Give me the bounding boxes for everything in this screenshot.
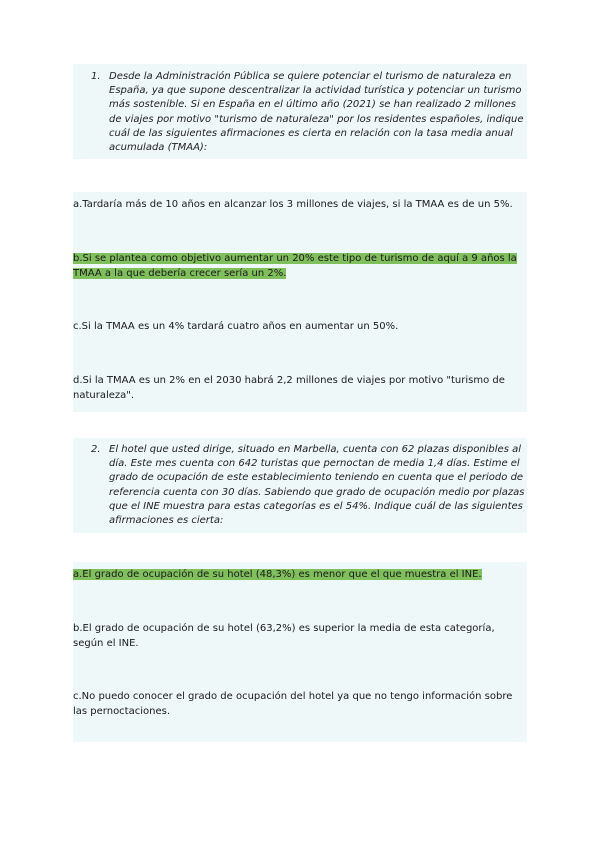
q1-option-b[interactable] <box>73 252 527 281</box>
q2-option-c[interactable] <box>73 690 527 719</box>
q1-option-d[interactable] <box>73 374 527 403</box>
question-2 <box>73 443 527 533</box>
q2-option-a-text: a.El grado de ocupación de su hotel (48,3%) es menor que el que muestra el INE. <box>73 569 482 580</box>
question-1 <box>73 70 527 160</box>
question-1-number: 1. <box>91 71 101 82</box>
q2-option-b[interactable] <box>73 622 527 651</box>
q1-option-a-text: a.Tardaría más de 10 años en alcanzar los 3 millones de viajes, si la TMAA es de un 5%. <box>73 199 513 210</box>
question-2-text: El hotel que usted dirige, situado en Marbella, cuenta con 62 plazas disponibles al día. Este mes cuenta con 642 turistas que pernoctan de media 1,4 días. Estime el grado de ocupación de este establecimiento teniendo en cuenta que el periodo de referencia cuenta con 30 días. Sabiendo que grado de ocupación medio por plazas que el INE muestra para estas categorías es el 54%. Indique cuál de las siguientes afirmaciones es cierta: <box>109 444 525 527</box>
q2-option-b-text: b.El grado de ocupación de su hotel (63,2%) es superior la media de esta categoría, según el INE. <box>73 623 495 649</box>
q1-option-a[interactable] <box>73 198 527 213</box>
question-2-number: 2. <box>91 444 101 455</box>
q1-option-b-text: b.Si se plantea como objetivo aumentar un 20% este tipo de turismo de aquí a 9 años la TMAA a la que debería crecer sería un 2%. <box>73 253 517 279</box>
question-1-text: Desde la Administración Pública se quiere potenciar el turismo de naturaleza en España, ya que supone descentralizar la actividad turística y potenciar un turismo más sostenible. Si en España en el último año (2021) se han realizado 2 millones de viajes por motivo "turismo de naturaleza" por los residentes españoles, indique cuál de las siguientes afirmaciones es cierta en relación con la tasa media anual acumulada (TMAA): <box>109 71 524 154</box>
q1-option-c[interactable] <box>73 320 527 335</box>
q2-option-a[interactable] <box>73 568 527 583</box>
q1-option-d-text: d.Si la TMAA es un 2% en el 2030 habrá 2,2 millones de viajes por motivo "turismo de naturaleza". <box>73 375 505 401</box>
q2-option-c-text: c.No puedo conocer el grado de ocupación del hotel ya que no tengo información sobre las pernoctaciones. <box>73 691 513 717</box>
q1-option-c-text: c.Si la TMAA es un 4% tardará cuatro años en aumentar un 50%. <box>73 321 399 332</box>
